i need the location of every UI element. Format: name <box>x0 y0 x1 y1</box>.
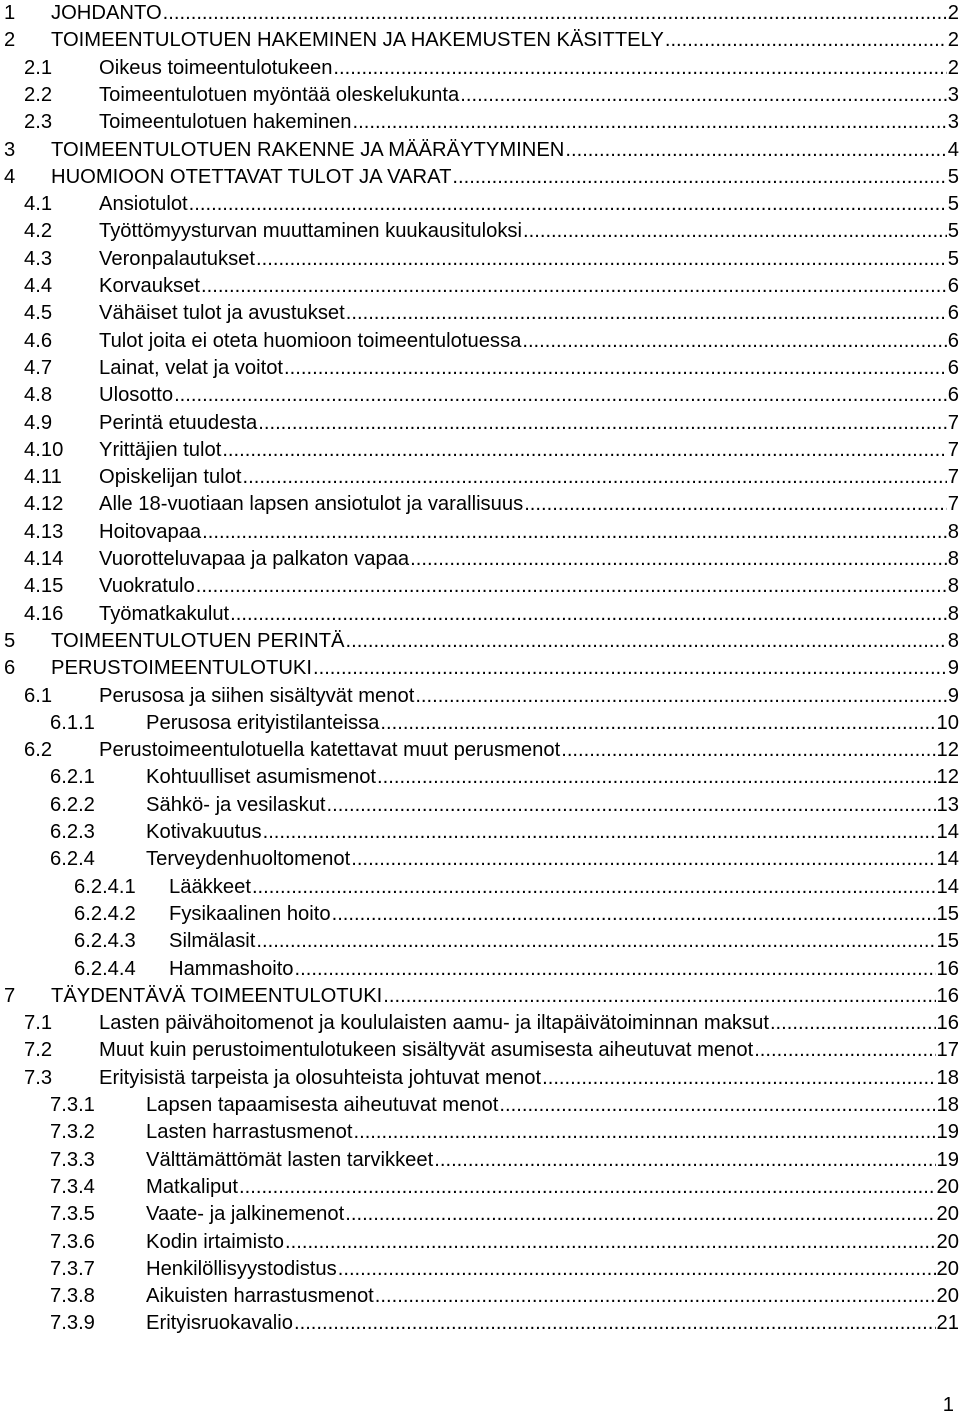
toc-entry-page: 2 <box>947 29 959 52</box>
toc-entry-number: 4.4 <box>24 275 53 297</box>
dot-leader <box>295 956 936 983</box>
toc-entry[interactable] <box>0 1147 959 1174</box>
toc-entry-number: 7.3.4 <box>50 1175 95 1198</box>
toc-entry-title: Terveydenhuoltomenot <box>146 846 350 873</box>
toc-entry-title: Erityisistä tarpeista ja olosuhteista johtuvat menot <box>99 1065 541 1092</box>
toc-entry-title: Fysikaalinen hoito <box>169 901 331 928</box>
toc-entry-number: 6.2.4.1 <box>74 875 136 898</box>
dot-leader <box>284 355 947 382</box>
toc-entry[interactable] <box>0 1229 959 1256</box>
toc-entry-page: 15 <box>936 902 959 925</box>
toc-entry-page: 18 <box>936 1094 959 1116</box>
toc-entry-title: Kohtuulliset asumismenot <box>146 764 376 791</box>
toc-entry-page: 20 <box>936 1230 959 1253</box>
toc-entry-number: 4.10 <box>24 438 64 461</box>
toc-entry-number: 4.15 <box>24 575 64 598</box>
toc-entry-page: 17 <box>936 1039 959 1062</box>
toc-entry-title: Henkilöllisyystodistus <box>146 1256 337 1283</box>
dot-leader <box>523 218 947 245</box>
toc-entry-title: Perintä etuudesta <box>99 410 257 437</box>
toc-entry-number: 7.3 <box>24 1066 53 1089</box>
dot-leader <box>375 1283 936 1310</box>
dot-leader <box>263 819 936 846</box>
toc-entry-page: 19 <box>936 1121 959 1144</box>
toc-entry-number: 5 <box>4 629 16 652</box>
toc-entry-title: Vähäiset tulot ja avustukset <box>99 300 345 327</box>
toc-entry-number: 6.2.3 <box>50 821 95 843</box>
toc-entry-number: 6.2.1 <box>50 766 95 789</box>
toc-entry-title: Yrittäjien tulot <box>99 437 221 464</box>
toc-entry[interactable] <box>0 1092 959 1119</box>
toc-entry-page: 16 <box>936 957 959 980</box>
toc-entry-number: 4.11 <box>24 466 62 489</box>
dot-leader <box>258 410 947 437</box>
toc-entry-title: Oikeus toimeentulotukeen <box>99 55 332 82</box>
toc-entry-number: 4.3 <box>24 247 53 270</box>
toc-entry-number: 6 <box>4 657 16 680</box>
toc-entry-title: Vuorotteluvapaa ja palkaton vapaa <box>99 546 409 573</box>
toc-entry-number: 7.2 <box>24 1039 53 1062</box>
toc-entry-title: Perustoimeentulotuella katettavat muut perusmenot <box>99 737 560 764</box>
toc-entry[interactable] <box>0 792 959 819</box>
toc-entry-title: JOHDANTO <box>51 0 162 27</box>
toc-entry-number: 6.1 <box>24 684 53 707</box>
toc-entry[interactable] <box>0 1037 959 1064</box>
toc-entry-number: 6.2.4.4 <box>74 957 136 980</box>
toc-entry-number: 2.2 <box>24 83 53 106</box>
toc-entry[interactable] <box>0 874 959 901</box>
toc-entry-number: 4.13 <box>24 520 64 543</box>
toc-entry-page: 6 <box>947 356 959 379</box>
toc-entry-page: 5 <box>947 193 959 216</box>
dot-leader <box>333 55 946 82</box>
toc-entry-page: 13 <box>936 793 959 816</box>
toc-entry-page: 7 <box>947 438 959 461</box>
toc-entry-number: 4.8 <box>24 384 53 407</box>
toc-entry-number: 7.3.7 <box>50 1257 95 1280</box>
dot-leader <box>665 27 947 54</box>
dot-leader <box>243 464 947 491</box>
toc-entry-title: Opiskelijan tulot <box>99 464 242 491</box>
toc-entry-page: 12 <box>936 739 959 762</box>
toc-entry[interactable] <box>0 846 959 873</box>
toc-entry-title: Kodin irtaimisto <box>146 1229 284 1256</box>
toc-entry[interactable] <box>0 0 959 27</box>
toc-entry[interactable] <box>0 191 959 218</box>
toc-entry-page: 7 <box>947 493 959 516</box>
toc-entry[interactable] <box>0 27 959 54</box>
toc-entry[interactable] <box>0 819 959 846</box>
toc-entry-number: 4.16 <box>24 602 64 625</box>
toc-entry-title: Hoitovapaa <box>99 519 201 546</box>
toc-entry-number: 7 <box>4 984 16 1007</box>
toc-entry[interactable] <box>0 382 959 409</box>
toc-entry-page: 3 <box>947 83 959 106</box>
toc-entry-page: 12 <box>936 766 959 789</box>
dot-leader <box>313 655 947 682</box>
toc-entry-title: Sähkö- ja vesilaskut <box>146 792 326 819</box>
toc-entry-page: 5 <box>947 220 959 243</box>
toc-entry-number: 7.3.1 <box>50 1094 95 1116</box>
toc-entry-page: 16 <box>936 1012 959 1035</box>
toc-entry-title: TÄYDENTÄVÄ TOIMEENTULOTUKI <box>51 983 382 1010</box>
toc-entry-title: TOIMEENTULOTUEN HAKEMINEN JA HAKEMUSTEN KÄSITTELY <box>51 27 664 54</box>
dot-leader <box>499 1092 935 1119</box>
dot-leader <box>452 164 946 191</box>
toc-entry-page: 8 <box>947 629 959 652</box>
toc-entry-title: Toimeentulotuen hakeminen <box>99 109 352 136</box>
toc-entry[interactable] <box>0 1065 959 1092</box>
toc-entry[interactable] <box>0 109 959 136</box>
toc-entry[interactable] <box>0 1201 959 1228</box>
toc-entry-title: Alle 18-vuotiaan lapsen ansiotulot ja varallisuus <box>99 491 523 518</box>
toc-entry-page: 3 <box>947 111 959 134</box>
toc-entry[interactable] <box>0 1310 959 1337</box>
toc-entry-number: 4.6 <box>24 329 53 352</box>
dot-leader <box>524 491 947 518</box>
toc-entry-page: 14 <box>936 875 959 898</box>
toc-entry-page: 21 <box>936 1312 959 1335</box>
toc-entry[interactable] <box>0 901 959 928</box>
toc-entry-title: Aikuisten harrastusmenot <box>146 1283 374 1310</box>
toc-entry-title: Lapsen tapaamisesta aiheutuvat menot <box>146 1092 498 1119</box>
toc-entry[interactable] <box>0 82 959 109</box>
dot-leader <box>377 764 936 791</box>
toc-entry-number: 6.2.2 <box>50 793 95 816</box>
toc-entry-title: Välttämättömät lasten tarvikkeet <box>146 1147 433 1174</box>
dot-leader <box>346 628 947 655</box>
toc-entry-number: 3 <box>4 138 16 161</box>
dot-leader <box>196 573 947 600</box>
toc-entry[interactable] <box>0 601 959 628</box>
dot-leader <box>252 874 936 901</box>
toc-entry-page: 7 <box>947 411 959 434</box>
toc-entry[interactable] <box>0 1256 959 1283</box>
dot-leader <box>346 300 947 327</box>
toc-entry-page: 20 <box>936 1203 959 1226</box>
toc-entry-number: 6.2.4 <box>50 848 95 871</box>
toc-entry-page: 6 <box>947 302 959 325</box>
toc-entry-page: 8 <box>947 520 959 543</box>
toc-entry[interactable] <box>0 437 959 464</box>
toc-entry[interactable] <box>0 1010 959 1037</box>
toc-entry-title: HUOMIOON OTETTAVAT TULOT JA VARAT <box>51 164 451 191</box>
toc-entry[interactable] <box>0 928 959 955</box>
dot-leader <box>754 1037 935 1064</box>
toc-entry-number: 6.2 <box>24 739 53 762</box>
toc-entry-number: 4 <box>4 165 16 188</box>
toc-entry[interactable] <box>0 328 959 355</box>
toc-entry[interactable] <box>0 1283 959 1310</box>
toc-entry-number: 4.2 <box>24 220 53 243</box>
toc-entry-page: 2 <box>947 56 959 79</box>
dot-leader <box>327 792 936 819</box>
toc-entry-page: 4 <box>947 138 959 161</box>
toc-entry-page: 6 <box>947 275 959 297</box>
toc-entry[interactable] <box>0 464 959 491</box>
toc-entry-page: 7 <box>947 466 959 489</box>
dot-leader <box>285 1229 936 1256</box>
toc-entry-number: 2.1 <box>24 56 53 79</box>
toc-entry-number: 7.1 <box>24 1012 53 1035</box>
toc-entry-title: PERUSTOIMEENTULOTUKI <box>51 655 312 682</box>
toc-entry[interactable] <box>0 1174 959 1201</box>
toc-entry-title: Työmatkakulut <box>99 601 229 628</box>
toc-entry[interactable] <box>0 983 959 1010</box>
toc-entry[interactable] <box>0 137 959 164</box>
toc-entry-title: Matkaliput <box>146 1174 238 1201</box>
dot-leader <box>380 710 935 737</box>
toc-entry-title: Työttömyysturvan muuttaminen kuukausituloksi <box>99 218 522 245</box>
toc-entry[interactable] <box>0 683 959 710</box>
dot-leader <box>565 137 946 164</box>
dot-leader <box>415 683 946 710</box>
dot-leader <box>294 1310 936 1337</box>
toc-entry[interactable] <box>0 546 959 573</box>
toc-entry-title: Ulosotto <box>99 382 173 409</box>
toc-entry-number: 4.1 <box>24 193 53 216</box>
toc-entry-number: 7.3.5 <box>50 1203 95 1226</box>
toc-entry-title: Perusosa erityistilanteissa <box>146 710 379 737</box>
toc-entry-page: 14 <box>936 848 959 871</box>
dot-leader <box>353 1119 935 1146</box>
toc-entry-title: Vaate- ja jalkinemenot <box>146 1201 344 1228</box>
toc-entry[interactable] <box>0 519 959 546</box>
toc-entry[interactable] <box>0 737 959 764</box>
toc-entry-page: 16 <box>936 984 959 1007</box>
toc-entry-number: 7.3.3 <box>50 1148 95 1171</box>
toc-entry-number: 7.3.9 <box>50 1312 95 1335</box>
toc-entry[interactable] <box>0 164 959 191</box>
toc-entry[interactable] <box>0 246 959 273</box>
toc-entry-number: 4.14 <box>24 548 64 570</box>
page-number: 1 <box>942 1394 954 1416</box>
toc-entry[interactable] <box>0 355 959 382</box>
dot-leader <box>256 246 947 273</box>
toc-entry-number: 6.1.1 <box>50 711 95 734</box>
dot-leader <box>561 737 935 764</box>
toc-entry-title: TOIMEENTULOTUEN RAKENNE JA MÄÄRÄYTYMINEN <box>51 137 564 164</box>
toc-entry-title: Vuokratulo <box>99 573 195 600</box>
toc-entry-number: 2.3 <box>24 111 53 134</box>
toc-entry-page: 18 <box>936 1066 959 1089</box>
dot-leader <box>434 1147 935 1174</box>
toc-entry-title: Veronpalautukset <box>99 246 255 273</box>
toc-entry-title: Ansiotulot <box>99 191 188 218</box>
toc-entry-title: Kotivakuutus <box>146 819 262 846</box>
toc-entry-number: 4.12 <box>24 493 64 516</box>
dot-leader <box>353 109 947 136</box>
toc-entry[interactable] <box>0 1119 959 1146</box>
toc-entry-page: 19 <box>936 1148 959 1171</box>
toc-entry-number: 7.3.6 <box>50 1230 95 1253</box>
dot-leader <box>383 983 935 1010</box>
dot-leader <box>351 846 935 873</box>
dot-leader <box>222 437 946 464</box>
toc-entry-page: 20 <box>936 1285 959 1308</box>
toc-entry-title: Korvaukset <box>99 273 200 300</box>
dot-leader <box>338 1256 936 1283</box>
toc-entry-page: 2 <box>947 2 959 24</box>
toc-entry-page: 15 <box>936 930 959 953</box>
toc-entry-number: 4.5 <box>24 302 53 325</box>
toc-entry-page: 5 <box>947 247 959 270</box>
toc-entry[interactable] <box>0 628 959 655</box>
toc-entry-title: Lainat, velat ja voitot <box>99 355 283 382</box>
toc-entry[interactable] <box>0 956 959 983</box>
toc-entry-number: 7.3.8 <box>50 1285 95 1308</box>
dot-leader <box>163 0 947 27</box>
toc-entry-page: 9 <box>947 684 959 707</box>
toc-entry-title: Lääkkeet <box>169 874 251 901</box>
toc-entry-page: 9 <box>947 657 959 680</box>
dot-leader <box>332 901 936 928</box>
toc-entry[interactable] <box>0 764 959 791</box>
toc-entry-number: 7.3.2 <box>50 1121 95 1144</box>
toc-entry-title: Tulot joita ei oteta huomioon toimeentulotuessa <box>99 328 521 355</box>
dot-leader <box>460 82 947 109</box>
toc-entry-title: Hammashoito <box>169 956 294 983</box>
toc-entry-title: Erityisruokavalio <box>146 1310 293 1337</box>
toc-entry[interactable] <box>0 410 959 437</box>
dot-leader <box>770 1010 936 1037</box>
toc-entry-page: 8 <box>947 575 959 598</box>
toc-entry[interactable] <box>0 491 959 518</box>
toc-entry-page: 5 <box>947 165 959 188</box>
toc-entry[interactable] <box>0 300 959 327</box>
toc-entry[interactable] <box>0 273 959 300</box>
toc-entry[interactable] <box>0 573 959 600</box>
toc-entry-number: 6.2.4.3 <box>74 930 136 953</box>
toc-entry[interactable] <box>0 710 959 737</box>
toc-entry-page: 10 <box>936 711 959 734</box>
toc-entry-page: 8 <box>947 602 959 625</box>
toc-entry-number: 4.7 <box>24 356 53 379</box>
dot-leader <box>522 328 946 355</box>
toc-entry[interactable] <box>0 55 959 82</box>
dot-leader <box>410 546 947 573</box>
dot-leader <box>174 382 947 409</box>
dot-leader <box>256 928 935 955</box>
toc-entry-number: 4.9 <box>24 411 53 434</box>
toc-entry-title: Lasten harrastusmenot <box>146 1119 352 1146</box>
dot-leader <box>345 1201 935 1228</box>
dot-leader <box>189 191 947 218</box>
toc-entry-title: Lasten päivähoitomenot ja koululaisten aamu- ja iltapäivätoiminnan maksut <box>99 1010 769 1037</box>
dot-leader <box>201 273 947 300</box>
toc-entry-title: Toimeentulotuen myöntää oleskelukunta <box>99 82 459 109</box>
dot-leader <box>239 1174 936 1201</box>
toc-entry[interactable] <box>0 218 959 245</box>
dot-leader <box>542 1065 935 1092</box>
toc-entry[interactable] <box>0 655 959 682</box>
toc-entry-page: 8 <box>947 548 959 570</box>
toc-entry-page: 14 <box>936 821 959 843</box>
toc-entry-page: 6 <box>947 384 959 407</box>
dot-leader <box>202 519 947 546</box>
toc-entry-title: TOIMEENTULOTUEN PERINTÄ <box>51 628 345 655</box>
toc-entry-page: 6 <box>947 329 959 352</box>
dot-leader <box>230 601 947 628</box>
toc-entry-title: Perusosa ja siihen sisältyvät menot <box>99 683 414 710</box>
toc-entry-title: Silmälasit <box>169 928 255 955</box>
toc-entry-title: Muut kuin perustoimentulotukeen sisältyvät asumisesta aiheutuvat menot <box>99 1037 753 1064</box>
toc-entry-number: 1 <box>4 2 16 24</box>
toc-entry-page: 20 <box>936 1257 959 1280</box>
toc-entry-number: 6.2.4.2 <box>74 902 136 925</box>
toc-entry-page: 20 <box>936 1175 959 1198</box>
toc-entry-number: 2 <box>4 29 16 52</box>
